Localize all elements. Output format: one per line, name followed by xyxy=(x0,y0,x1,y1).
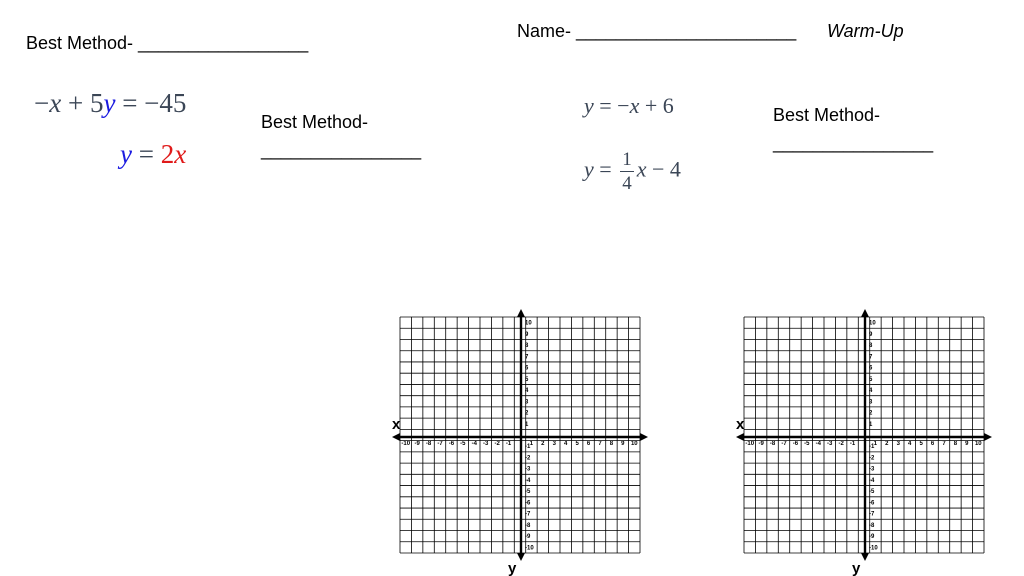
y-tick-label: -5 xyxy=(525,489,531,496)
best-method-label-1: Best Method- _________________ xyxy=(26,33,309,53)
y-tick-label: -7 xyxy=(525,511,531,518)
x-tick-label: -1 xyxy=(505,441,512,447)
x-tick-label: -4 xyxy=(815,441,821,447)
x-tick-label: 5 xyxy=(575,441,579,447)
y-tick-label: 1 xyxy=(869,421,873,428)
y-tick-label: 8 xyxy=(525,343,529,350)
y-tick-label: 2 xyxy=(525,410,529,417)
y-tick-label: 8 xyxy=(869,343,873,350)
x-axis-arrow-left xyxy=(392,433,400,441)
x-tick-label: -3 xyxy=(483,441,489,447)
y-tick-label: 3 xyxy=(525,399,529,406)
coordinate-grid-2 xyxy=(734,309,994,576)
x-tick-label: -5 xyxy=(804,441,810,447)
y-tick-label: -4 xyxy=(869,477,875,484)
y-tick-label: -7 xyxy=(869,511,875,518)
x-tick-label: -7 xyxy=(781,441,787,447)
y-tick-label: -5 xyxy=(869,489,875,496)
y-tick-label: -2 xyxy=(525,455,531,462)
x-tick-label: -9 xyxy=(414,441,420,447)
best-method-label-2: Best Method- xyxy=(261,112,369,132)
y-tick-label: -4 xyxy=(525,477,531,484)
x-tick-label: -2 xyxy=(838,441,844,447)
x-tick-label: 6 xyxy=(586,441,591,447)
y-tick-label: 9 xyxy=(869,331,873,338)
x-tick-label: -10 xyxy=(401,441,411,447)
y-tick-label: 3 xyxy=(869,399,873,406)
x-tick-label: 8 xyxy=(609,441,614,447)
y-tick-label: 9 xyxy=(525,331,529,338)
y-tick-label: -2 xyxy=(869,455,875,462)
y-tick-label: -1 xyxy=(869,444,875,451)
x-tick-label: 4 xyxy=(564,441,568,447)
x-tick-label: 1 xyxy=(529,441,534,447)
y-tick-label: -8 xyxy=(525,522,531,529)
x-axis-label: x xyxy=(392,416,401,433)
equation-1b: y = 2x xyxy=(120,139,187,169)
x-tick-label: -6 xyxy=(448,441,455,447)
y-axis-arrow-up xyxy=(517,309,525,317)
x-tick-label: -8 xyxy=(425,441,432,447)
x-tick-label: -9 xyxy=(758,441,764,447)
x-tick-label: -6 xyxy=(792,441,799,447)
x-tick-label: 8 xyxy=(953,441,958,447)
name-field-label: Name- ______________________ xyxy=(517,21,797,41)
y-tick-label: -9 xyxy=(525,534,531,541)
y-tick-label: 7 xyxy=(525,354,529,361)
x-tick-label: -8 xyxy=(769,441,776,447)
x-tick-label: -10 xyxy=(745,441,755,447)
x-tick-label: 10 xyxy=(974,441,982,447)
y-axis-label: y xyxy=(508,560,517,576)
y-tick-label: 5 xyxy=(869,376,873,383)
x-tick-label: -2 xyxy=(494,441,500,447)
y-tick-label: -3 xyxy=(525,466,531,473)
x-axis-arrow-left xyxy=(736,433,744,441)
y-tick-label: 6 xyxy=(525,365,529,372)
y-tick-label: -6 xyxy=(869,500,875,507)
y-tick-label: 4 xyxy=(869,388,873,395)
x-axis-arrow-right xyxy=(640,433,648,441)
best-method-blank-2: ________________ xyxy=(261,140,422,160)
equation-2b: y = $\frac{1}{4}$ x − 4 xyxy=(584,149,681,194)
y-tick-label: 6 xyxy=(869,365,873,372)
y-axis-arrow-down xyxy=(517,553,525,561)
x-axis-arrow-right xyxy=(984,433,992,441)
x-tick-label: 7 xyxy=(598,441,602,447)
x-tick-label: -4 xyxy=(471,441,477,447)
y-axis-arrow-up xyxy=(861,309,869,317)
y-tick-label: -9 xyxy=(869,534,875,541)
best-method-blank-3: ________________ xyxy=(773,133,934,153)
y-tick-label: 1 xyxy=(525,421,529,428)
y-axis-label: y xyxy=(852,560,861,576)
y-tick-label: -1 xyxy=(525,444,531,451)
y-tick-label: 7 xyxy=(869,354,873,361)
x-axis-label: x xyxy=(736,416,745,433)
x-tick-label: 1 xyxy=(873,441,878,447)
x-tick-label: -5 xyxy=(460,441,466,447)
x-tick-label: 9 xyxy=(621,441,625,447)
x-tick-label: 4 xyxy=(908,441,912,447)
y-tick-label: -8 xyxy=(869,522,875,529)
x-tick-label: -7 xyxy=(437,441,443,447)
x-tick-label: -1 xyxy=(849,441,856,447)
y-tick-label: 10 xyxy=(525,320,532,327)
best-method-label-3: Best Method- xyxy=(773,105,881,125)
warmup-title: Warm-Up xyxy=(827,21,904,41)
y-tick-label: -3 xyxy=(869,466,875,473)
y-tick-label: 5 xyxy=(525,376,529,383)
y-tick-label: 2 xyxy=(869,410,873,417)
x-tick-label: 2 xyxy=(885,441,889,447)
equation-2a: y = −x + 6 xyxy=(584,93,674,118)
x-tick-label: 9 xyxy=(965,441,969,447)
y-axis-arrow-down xyxy=(861,553,869,561)
x-tick-label: 2 xyxy=(541,441,545,447)
y-tick-label: 10 xyxy=(869,320,876,327)
x-tick-label: 10 xyxy=(630,441,638,447)
x-tick-label: 3 xyxy=(552,441,556,447)
y-tick-label: -10 xyxy=(869,545,878,552)
y-tick-label: 4 xyxy=(525,388,529,395)
x-tick-label: 5 xyxy=(919,441,923,447)
x-tick-label: 3 xyxy=(896,441,900,447)
x-tick-label: 6 xyxy=(930,441,935,447)
x-tick-label: -3 xyxy=(827,441,833,447)
y-tick-label: -6 xyxy=(525,500,531,507)
y-tick-label: -10 xyxy=(525,545,534,552)
x-tick-label: 7 xyxy=(942,441,946,447)
coordinate-grid-1 xyxy=(390,309,650,576)
equation-1a: −x + 5y = −45 xyxy=(34,88,187,118)
